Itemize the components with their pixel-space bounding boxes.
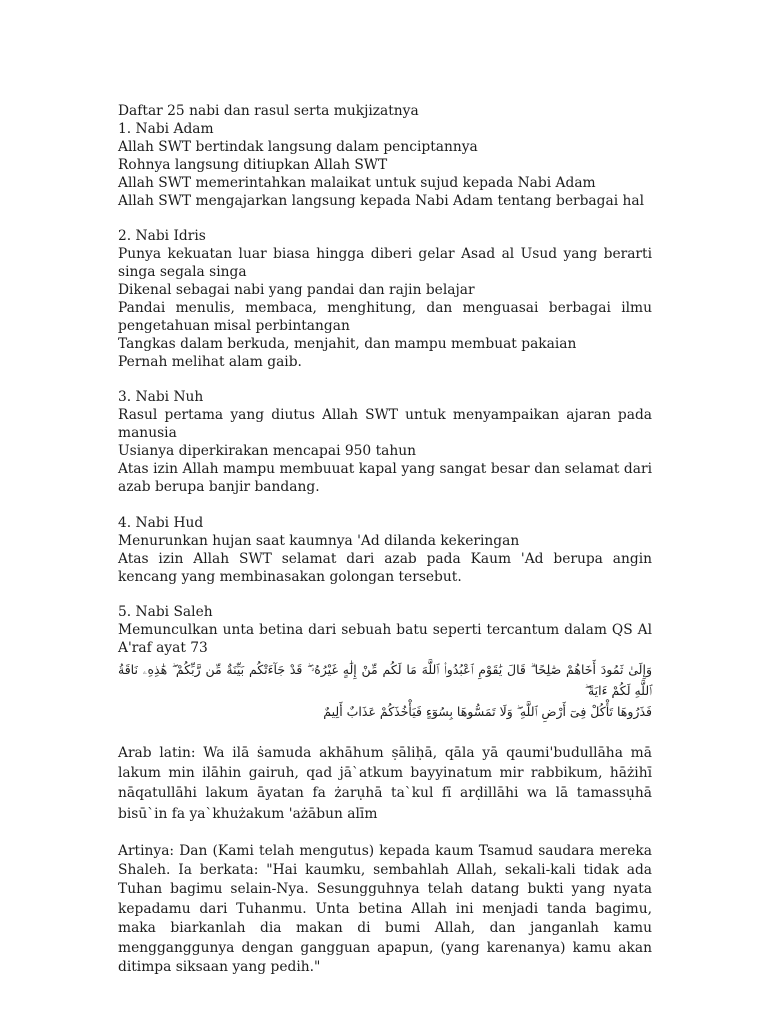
arabic-line: وَإِلَىٰ ثَمُودَ أَخَاهُمْ صَٰلِحًا ۗ قَالَ يَٰقَوْمِ ٱعْبُدُوا۟ ٱللَّهَ مَا لَكُم مِّنْ إِلَٰهٍ غَيْرُهُۥ ۖ قَدْ جَآءَتْكُم بَيِّنَةٌ مِّن رَّبِّكُمْ ۖ هَٰذِهِۦ نَاقَةُ ٱللَّهِ لَكُمْ ءَايَةً ۖ: [118, 662, 652, 699]
section-heading-adam: 1. Nabi Adam: [118, 120, 214, 137]
translation-paragraph: Artinya: Dan (Kami telah mengutus) kepada kaum Tsamud saudara mereka Shaleh. Ia berkata: "Hai kaumku, sembahlah Allah, sekali-kali tidak ada Tuhan bagimu selain-Nya. Sesungguhnya telah datang bukti yang nyata kepadamu dari Tuhanmu. Unta betina Allah ini menjadi tanda bagimu, maka biarkanlah dia makan di bumi Allah, dan janganlah kamu mengganggunya dengan gangguan apapun, (yang karenanya) kamu akan ditimpa siksaan yang pedih.": [118, 842, 652, 976]
section-line: Usianya diperkirakan mencapai 950 tahun: [118, 443, 417, 460]
section-line: Rohnya langsung ditiupkan Allah SWT: [118, 156, 388, 173]
section-line: Atas izin Allah SWT selamat dari azab pada Kaum 'Ad berupa angin kencang yang membinasakan golongan tersebut.: [118, 550, 652, 585]
section-line: Pandai menulis, membaca, menghitung, dan menguasai berbagai ilmu pengetahuan misal perbintangan: [118, 299, 652, 334]
paragraph-gap: [118, 210, 652, 228]
paragraph-gap: [118, 497, 652, 515]
arabic-line: فَذَرُوهَا تَأْكُلْ فِىٓ أَرْضِ ٱللَّهِ ۖ وَلَا تَمَسُّوهَا بِسُوٓءٍ فَيَأْخُذَكُمْ عَذَابٌ أَلِيمٌ: [323, 704, 652, 720]
section-line: Atas izin Allah mampu membuuat kapal yang sangat besar dan selamat dari azab berupa banjir bandang.: [118, 461, 652, 495]
section-heading-saleh: 5. Nabi Saleh: [118, 604, 213, 621]
section-line: Dikenal sebagai nabi yang pandai dan rajin belajar: [118, 282, 475, 299]
section-line: Allah SWT memerintahkan malaikat untuk sujud kepada Nabi Adam: [118, 174, 596, 191]
section-line: Allah SWT bertindak langsung dalam penciptannya: [118, 138, 478, 155]
section-line: Pernah melihat alam gaib.: [118, 353, 302, 370]
paragraph-gap: [118, 725, 652, 743]
section-heading-hud: 4. Nabi Hud: [118, 514, 204, 531]
paragraph-gap: [118, 824, 652, 842]
document-body: [118, 103, 652, 977]
paragraph-gap: [118, 586, 652, 604]
section-line: Punya kekuatan luar biasa hingga diberi gelar Asad al Usud yang berarti singa segala singa: [118, 246, 652, 281]
section-line: Memunculkan unta betina dari sebuah batu seperti tercantum dalam QS Al A'raf ayat 73: [118, 622, 652, 657]
section-line: Rasul pertama yang diutus Allah SWT untuk menyampaikan ajaran pada manusia: [118, 407, 652, 442]
paragraph-gap: [118, 372, 652, 390]
arab-latin-paragraph: Arab latin: Wa ilā ṡamuda akhāhum ṣāliḥā, qāla yā qaumi'budullāha mā lakum min ilāhin gairuh, qad jā`atkum bayyinatum mir rabbikum, hāżihī nāqatullāhi lakum āyatan fa żarụhā ta`kul fī arḍillāhi wa lā tamassụhā bisū`in fa ya`khużakum 'ażābun alīm: [118, 744, 652, 822]
section-heading-nuh: 3. Nabi Nuh: [118, 389, 204, 406]
section-heading-idris: 2. Nabi Idris: [118, 228, 206, 245]
section-line: Menurunkan hujan saat kaumnya 'Ad dilanda kekeringan: [118, 532, 520, 549]
document-title: Daftar 25 nabi dan rasul serta mukjizatnya: [118, 103, 419, 119]
section-line: Allah SWT mengajarkan langsung kepada Nabi Adam tentang berbagai hal: [118, 192, 645, 209]
section-line: Tangkas dalam berkuda, menjahit, dan mampu membuat pakaian: [118, 335, 577, 352]
quran-verse-arabic: [118, 659, 652, 722]
